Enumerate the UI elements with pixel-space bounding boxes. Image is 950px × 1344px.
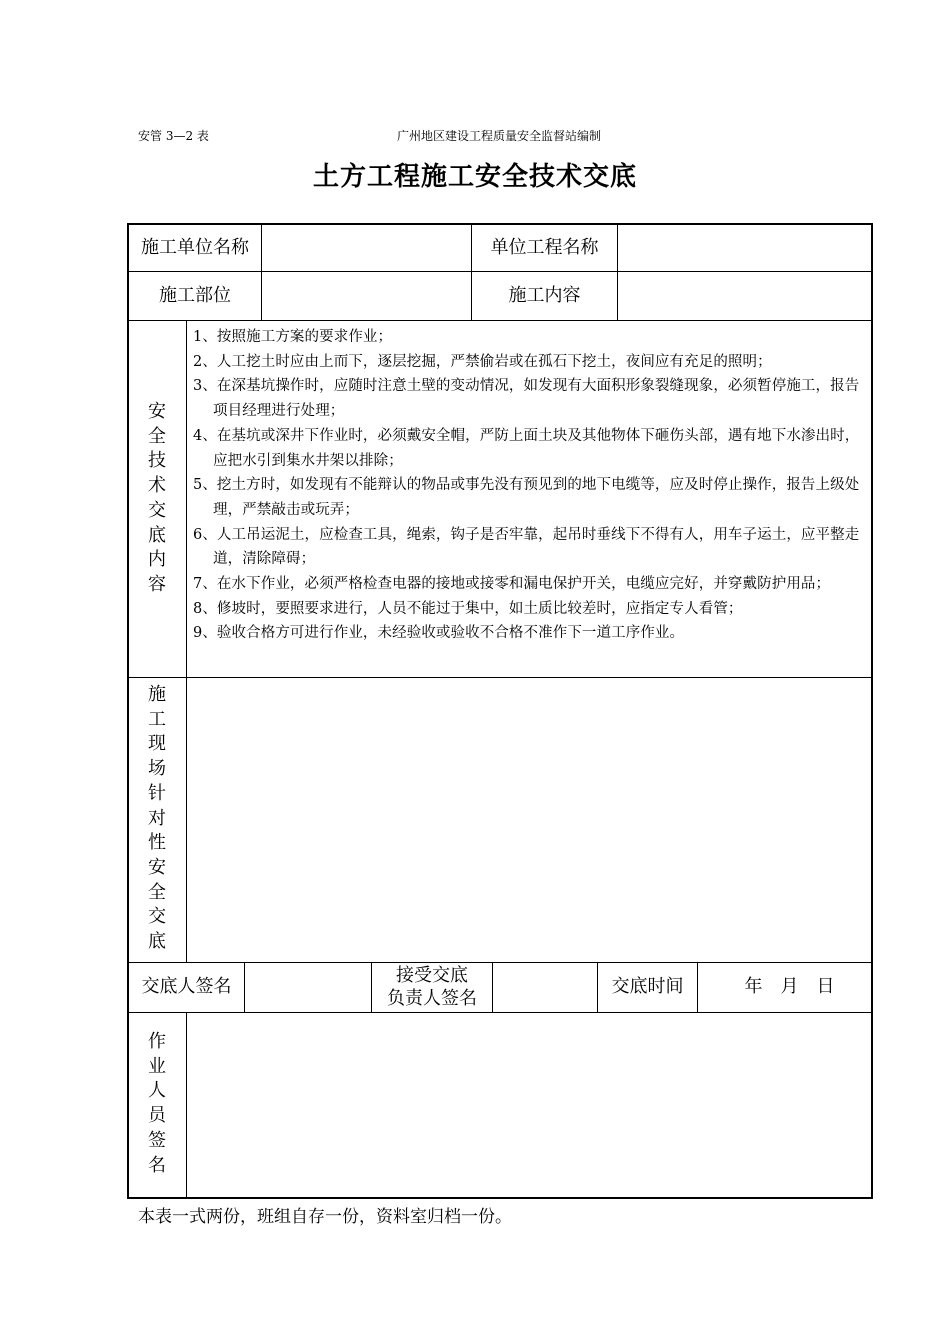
page-title: 土方工程施工安全技术交底: [312, 162, 637, 192]
site-specific-label: 施工现场针对性安全交底: [148, 684, 166, 953]
time-label: 交底时间: [611, 976, 684, 998]
list-item: 8、修坡时，要照要求进行，人员不能过于集中，如土质比较差时，应指定专人看管；: [193, 600, 743, 617]
divider: [127, 320, 873, 321]
list-item: 2、人工挖土时应由上而下，逐层挖掘，严禁偷岩或在孤石下挖土，夜间应有充足的照明；: [193, 353, 772, 370]
list-item: 4、在基坑或深井下作业时，必须戴安全帽，严防上面土块及其他物体下砸伤头部，遇有地下水渗出时，应把水引到集水井架以排除；: [193, 427, 860, 469]
date-field[interactable]: 年 月 日: [744, 976, 835, 998]
list-item: 6、人工吊运泥土，应检查工具，绳索，钩子是否牢靠，起吊时垂线下不得有人，用车子运土，应平整走道，清除障碍；: [193, 526, 860, 568]
content-field[interactable]: [618, 272, 871, 320]
footnote: 本表一式两份，班组自存一份，资料室归档一份。: [138, 1207, 512, 1227]
briefer-sign-label: 交底人签名: [141, 976, 232, 998]
list-item: 9、验收合格方可进行作业，未经验收或验收不合格不准作下一道工序作业。: [193, 625, 685, 642]
safety-content-label: 安全技术交底内容: [148, 401, 166, 595]
briefer-sign-field[interactable]: [245, 963, 371, 1012]
list-item: 3、在深基坑操作时，应随时注意土壁的变动情况，如发现有大面积形象裂缝现象，必须暂停施工，报告项目经理进行处理；: [193, 378, 860, 420]
location-label: 施工部位: [159, 284, 231, 306]
project-name-label: 单位工程名称: [490, 236, 599, 258]
project-name-field[interactable]: [618, 225, 871, 271]
receiver-sign-label: [372, 963, 492, 1012]
workers-sign-field[interactable]: [187, 1013, 871, 1197]
unit-name-field[interactable]: [262, 225, 471, 271]
location-field[interactable]: [262, 272, 471, 320]
site-specific-field[interactable]: [187, 678, 871, 962]
workers-sign-label: 作业人员签名: [148, 1031, 166, 1176]
receiver-sign-field[interactable]: [493, 963, 597, 1012]
list-item: 5、挖土方时，如发现有不能辩认的物品或事先没有预见到的地下电缆等，应及时停止操作，报告上级处理，严禁敲击或玩弄；: [193, 477, 860, 518]
list-item: 1、按照施工方案的要求作业；: [193, 329, 393, 345]
form-code: 安管 3—2 表: [138, 129, 209, 143]
receiver-sign-label-line1: 接受交底: [396, 965, 468, 986]
safety-rules-list: [193, 325, 865, 646]
list-item: 7、在水下作业，必须严格检查电器的接地或接零和漏电保护开关，电缆应完好，并穿戴防护用品；: [193, 576, 831, 593]
content-label: 施工内容: [508, 284, 581, 306]
unit-name-label: 施工单位名称: [141, 236, 249, 258]
compiler-note: 广州地区建设工程质量安全监督站编制: [397, 129, 602, 143]
receiver-sign-label-line2: 负责人签名: [387, 987, 477, 1009]
